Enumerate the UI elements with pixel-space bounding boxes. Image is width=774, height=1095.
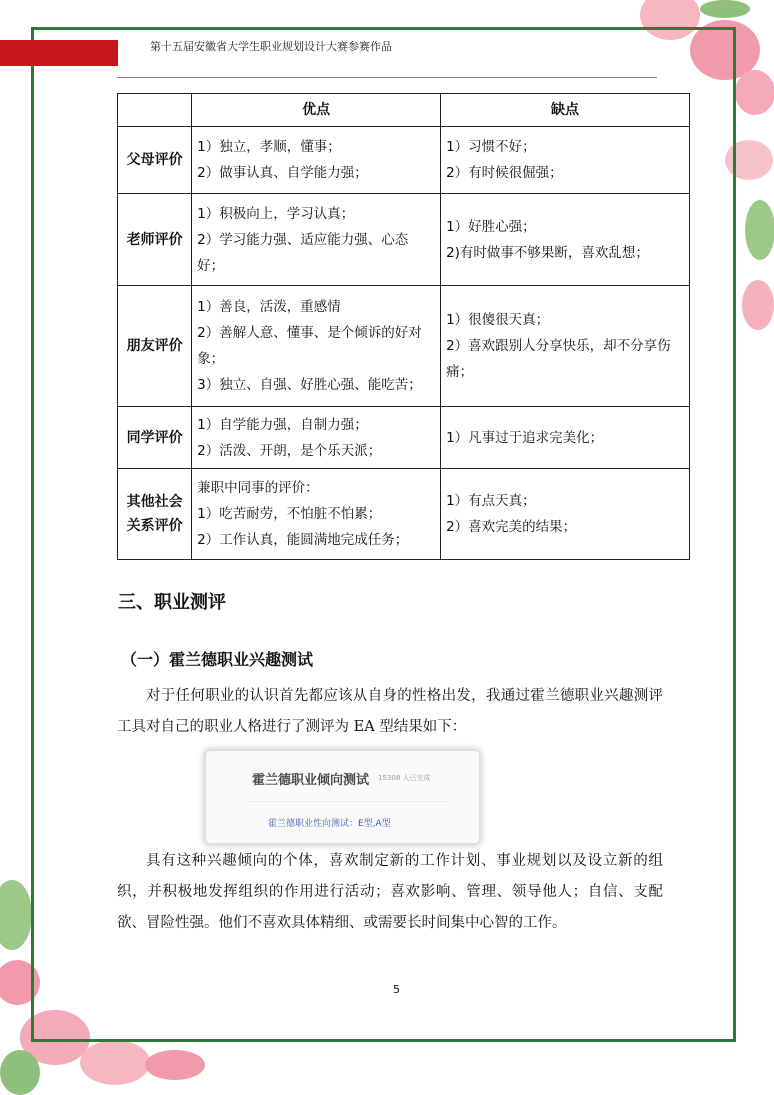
test-result-divider	[246, 801, 446, 802]
row-label: 其他社会关系评价	[118, 469, 192, 560]
pros-item: 1）积极向上，学习认真；	[197, 205, 355, 222]
cons-cell	[441, 194, 690, 286]
table-row	[118, 194, 690, 286]
pros-cell	[192, 407, 441, 469]
row-label: 老师评价	[118, 194, 192, 286]
header-accent-bar	[0, 40, 118, 66]
table-row	[118, 127, 690, 194]
test-result-count: 15308 人已完成	[378, 774, 431, 782]
cons-item: 1）习惯不好；	[446, 139, 536, 155]
cons-item: 2）有时候很倔强；	[446, 165, 563, 181]
cons-cell	[441, 469, 690, 560]
subsection-heading: （一）霍兰德职业兴趣测试	[121, 650, 314, 669]
pros-cell	[192, 194, 441, 286]
row-label: 同学评价	[118, 407, 192, 469]
pros-item: 2）做事认真、自学能力强；	[197, 165, 368, 181]
cons-item: 2)有时做事不够果断，喜欢乱想；	[446, 244, 649, 261]
pros-cell	[192, 127, 441, 194]
pros-item: 2）活泼、开朗，是个乐天派；	[197, 442, 382, 459]
test-result-value: 霍兰德职业性向测试：E型,A型	[268, 819, 391, 829]
cons-cell	[441, 127, 690, 194]
cons-item: 1）好胜心强；	[446, 218, 536, 235]
intro-paragraph: 对于任何职业的认识首先都应该从自身的性格出发，我通过霍兰德职业兴趣测评工具对自己的职业人格进行了测评为 EA 型结果如下：	[117, 688, 663, 735]
table-row	[118, 407, 690, 469]
pros-cell	[192, 469, 441, 560]
test-result-title: 霍兰德职业倾向测试	[252, 773, 370, 788]
description-paragraph: 具有这种兴趣倾向的个体，喜欢制定新的工作计划、事业规划以及设立新的组织，并积极地发挥组织的作用进行活动；喜欢影响、管理、领导他人；自信、支配欲、冒险性强。他们不喜欢具体精细、或需要长时间集中心智的工作。	[117, 853, 663, 931]
table-header-cons: 缺点	[441, 94, 690, 127]
cons-item: 1）有点天真；	[446, 493, 536, 509]
cons-item: 2）喜欢跟别人分享快乐，却不分享伤痛；	[446, 338, 671, 380]
row-label: 朋友评价	[118, 286, 192, 407]
header-divider	[117, 77, 657, 78]
pros-item: 兼职中同事的评价：	[197, 480, 319, 496]
page-number: 5	[393, 983, 400, 996]
table-header-pros: 优点	[192, 94, 441, 127]
cons-item: 2）喜欢完美的结果；	[446, 519, 577, 535]
cons-item: 1）很傻很天真；	[446, 312, 550, 328]
pros-item: 3）独立、自强、好胜心强、能吃苦；	[197, 377, 422, 393]
table-header-empty	[118, 94, 192, 127]
pros-item: 2）学习能力强、适应能力强、心态好；	[197, 231, 409, 274]
cons-cell	[441, 407, 690, 469]
pros-item: 1）自学能力强，自制力强；	[197, 416, 368, 433]
header-title: 第十五届安徽省大学生职业规划设计大赛参赛作品	[150, 40, 392, 53]
pros-item: 2）善解人意、懂事、是个倾诉的好对象；	[197, 325, 422, 367]
test-result-screenshot	[206, 751, 479, 843]
table-header-row	[118, 94, 690, 127]
pros-item: 1）善良，活泼，重感情	[197, 299, 341, 315]
cons-cell	[441, 286, 690, 407]
section-heading: 三、职业测评	[118, 592, 226, 613]
pros-cell	[192, 286, 441, 407]
pros-item: 1）独立，孝顺，懂事；	[197, 139, 341, 155]
pros-item: 2）工作认真，能圆满地完成任务；	[197, 532, 409, 548]
row-label: 父母评价	[118, 127, 192, 194]
table-row	[118, 469, 690, 560]
evaluation-table	[117, 93, 690, 560]
cons-item: 1）凡事过于追求完美化；	[446, 429, 604, 446]
table-row	[118, 286, 690, 407]
pros-item: 1）吃苦耐劳，不怕脏不怕累；	[197, 506, 382, 522]
